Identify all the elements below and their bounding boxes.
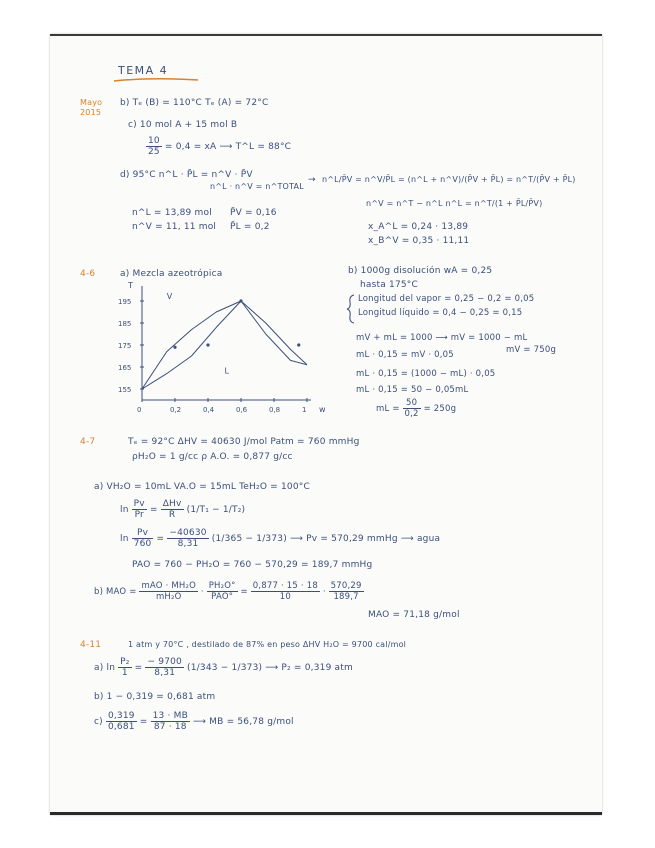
s45-d-line1: d) 95°C n^L · P̄L = n^V · P̄V bbox=[120, 170, 253, 180]
s46-b7: mL · 0,15 = mV · 0,05 bbox=[356, 350, 454, 360]
fraction bbox=[161, 499, 184, 520]
s46-b3: Longitud del vapor = 0,25 − 0,2 = 0,05 bbox=[358, 294, 535, 304]
title-underline bbox=[112, 76, 202, 84]
dot: · bbox=[200, 587, 204, 597]
s47-a3 bbox=[120, 528, 440, 549]
denominator: 87 · 18 bbox=[153, 722, 187, 732]
s46-b6: mV = 750g bbox=[506, 345, 557, 355]
fraction bbox=[167, 528, 208, 549]
s46-b10 bbox=[376, 398, 456, 419]
numerator: PH₂O° bbox=[208, 581, 236, 591]
s46-b4: Longitud líquido = 0,4 − 0,25 = 0,15 bbox=[358, 308, 523, 318]
phase-diagram bbox=[112, 280, 332, 420]
dot: · bbox=[322, 587, 326, 597]
numerator: 10 bbox=[148, 136, 160, 146]
series-line-dew bbox=[142, 301, 307, 389]
numerator: Pv bbox=[133, 499, 145, 509]
denominator: 10 bbox=[279, 592, 291, 602]
x-axis-label: w bbox=[319, 405, 326, 414]
region-label-vapor: V bbox=[166, 291, 173, 301]
a2-rest: (1/T₁ − 1/T₂) bbox=[186, 505, 246, 515]
numerator: mAO · MH₂O bbox=[141, 581, 197, 591]
denominator: 8,31 bbox=[177, 539, 199, 549]
numerator: 0,319 bbox=[107, 711, 135, 721]
s45-pv: P̄V = 0,16 bbox=[230, 208, 277, 218]
y-tick-label: 175 bbox=[118, 342, 132, 350]
s46-b2: hasta 175°C bbox=[360, 280, 418, 290]
fraction bbox=[251, 581, 320, 602]
ln-symbol: ln bbox=[120, 534, 129, 544]
denominator: 25 bbox=[148, 147, 160, 157]
section-tag-label: Mayo 2015 bbox=[80, 98, 103, 117]
a3-rest: (1/365 − 1/373) ⟶ Pv = 570,29 mmHg ⟶ agua bbox=[211, 534, 441, 544]
denominator: 0,2 bbox=[404, 409, 419, 419]
fraction bbox=[106, 711, 137, 732]
s45-d-line3: n^V = n^T − n^L n^L = n^T/(1 + P̄L/P̄V) bbox=[366, 199, 543, 208]
s45-d-equation: n^L/P̄V = n^V/P̄L = (n^L + n^V)/(P̄V + P̄L) = n^T/(P̄V + P̄L) bbox=[322, 175, 576, 184]
s47-a1: a) VH₂O = 10mL VA.O = 15mL TeH₂O = 100°C bbox=[94, 482, 310, 492]
s45-nv: n^V = 11, 11 mol bbox=[132, 222, 217, 232]
equals-sign: = bbox=[134, 663, 143, 673]
data-point bbox=[173, 346, 176, 349]
series-line-bubble bbox=[142, 301, 307, 389]
fraction bbox=[146, 136, 162, 157]
fraction bbox=[145, 657, 184, 678]
b-label: b) MAO = bbox=[94, 587, 137, 597]
page-title: TEMA 4 bbox=[118, 64, 169, 77]
brace-icon bbox=[346, 294, 356, 324]
fraction bbox=[151, 711, 190, 732]
s45-pl: P̄L = 0,2 bbox=[230, 222, 270, 232]
x-tick-label: 0,8 bbox=[269, 406, 281, 414]
x-tick-label: 0,4 bbox=[203, 406, 215, 414]
denominator: 0,681 bbox=[107, 722, 135, 732]
numerator: ΔHv bbox=[162, 499, 182, 509]
section-tag-4-6: 4-6 bbox=[80, 269, 96, 279]
x-tick-label: 0 bbox=[137, 406, 142, 414]
s47-a4: PAO = 760 − PH₂O = 760 − 570,29 = 189,7 mmHg bbox=[132, 560, 373, 570]
s46-a-line: a) Mezcla azeotrópica bbox=[120, 269, 223, 279]
numerator: − 9700 bbox=[147, 657, 182, 667]
equals-sign: = bbox=[139, 717, 148, 727]
a-label: a) ln bbox=[94, 663, 116, 673]
s45-d-line2: n^L · n^V = n^TOTAL bbox=[210, 182, 304, 191]
data-point bbox=[239, 299, 242, 302]
y-tick-label: 195 bbox=[118, 298, 132, 306]
s47-b-result: MAO = 71,18 g/mol bbox=[368, 610, 460, 620]
denominator: mH₂O bbox=[155, 592, 182, 602]
x-tick-label: 0,2 bbox=[170, 406, 182, 414]
denominator: PAO° bbox=[211, 592, 234, 602]
numerator: 50 bbox=[403, 398, 421, 409]
section-tag-mayo-2015 bbox=[80, 98, 112, 118]
s411-a bbox=[94, 657, 353, 678]
numerator: −40630 bbox=[169, 528, 207, 538]
denominator: 760 bbox=[133, 539, 152, 549]
data-point bbox=[206, 343, 209, 346]
s46-b8: mL · 0,15 = (1000 − mL) · 0,05 bbox=[356, 369, 496, 379]
denominator: Pr bbox=[134, 510, 144, 520]
x-tick-label: 0,6 bbox=[236, 406, 248, 414]
s45-c-result bbox=[146, 136, 291, 157]
equals-sign: = bbox=[156, 534, 165, 544]
s45-d-arrow: → bbox=[308, 175, 316, 185]
s47-l2: ρH₂O = 1 g/cc ρ A.O. = 0,877 g/cc bbox=[132, 452, 293, 462]
s411-b: b) 1 − 0,319 = 0,681 atm bbox=[94, 692, 216, 702]
numerator: Pv bbox=[132, 528, 154, 539]
b10-label: mL = bbox=[376, 404, 400, 414]
section-tag-4-7: 4-7 bbox=[80, 437, 96, 447]
denominator: 8,31 bbox=[154, 668, 176, 678]
data-point bbox=[297, 343, 300, 346]
s411-l1: 1 atm y 70°C , destilado de 87% en peso ΔHV H₂O = 9700 cal/mol bbox=[128, 640, 407, 649]
b10-result: = 250g bbox=[423, 404, 457, 414]
ln-symbol: ln bbox=[120, 505, 129, 515]
s46-b1: b) 1000g disolución wA = 0,25 bbox=[348, 266, 493, 276]
s46-b9: mL · 0,15 = 50 − 0,05mL bbox=[356, 385, 469, 395]
equals-sign: = bbox=[240, 587, 248, 597]
denominator: 189,7 bbox=[333, 592, 359, 602]
s47-b bbox=[94, 581, 364, 602]
y-tick-label: 185 bbox=[118, 320, 132, 328]
y-tick-label: 165 bbox=[118, 364, 132, 372]
s47-a2 bbox=[120, 499, 245, 520]
numerator: 13 · MB bbox=[152, 711, 188, 721]
denominator: 1 bbox=[121, 668, 128, 678]
c-result-text: = 0,4 = xA ⟶ T^L = 88°C bbox=[164, 142, 292, 152]
fraction bbox=[329, 581, 364, 602]
x-tick-label: 1 bbox=[302, 406, 307, 414]
a-rest: (1/343 − 1/373) ⟶ P₂ = 0,319 atm bbox=[187, 663, 353, 673]
s45-b-line: b) Tₑ (B) = 110°C Tₑ (A) = 72°C bbox=[120, 98, 269, 108]
denominator: R bbox=[168, 510, 176, 520]
y-tick-label: 155 bbox=[118, 386, 132, 394]
c-label: c) bbox=[94, 717, 103, 727]
equals-sign: = bbox=[149, 505, 158, 515]
s45-xb: x_B^V = 0,35 · 11,11 bbox=[368, 236, 470, 246]
fraction bbox=[118, 657, 131, 678]
s47-l1: Tₑ = 92°C ΔHV = 40630 J/mol Patm = 760 mmHg bbox=[128, 437, 360, 447]
s45-c-line: c) 10 mol A + 15 mol B bbox=[128, 120, 238, 130]
y-axis-label: T bbox=[128, 281, 133, 290]
fraction bbox=[132, 528, 154, 549]
numerator: P₂ bbox=[120, 657, 130, 667]
fraction bbox=[207, 581, 238, 602]
fraction bbox=[132, 499, 147, 520]
fraction bbox=[139, 581, 198, 602]
region-label-liquid: L bbox=[224, 366, 229, 376]
fraction bbox=[403, 398, 421, 419]
s45-xa: x_A^L = 0,24 · 13,89 bbox=[368, 222, 469, 232]
numerator: 0,877 · 15 · 18 bbox=[252, 581, 318, 591]
c-result: ⟶ MB = 56,78 g/mol bbox=[193, 717, 294, 727]
section-tag-4-11: 4-11 bbox=[80, 640, 102, 650]
s45-nl: n^L = 13,89 mol bbox=[132, 208, 212, 218]
s46-b5: mV + mL = 1000 ⟶ mV = 1000 − mL bbox=[356, 333, 528, 343]
s411-c bbox=[94, 711, 294, 732]
notebook-page bbox=[50, 34, 602, 815]
numerator: 570,29 bbox=[330, 581, 362, 591]
